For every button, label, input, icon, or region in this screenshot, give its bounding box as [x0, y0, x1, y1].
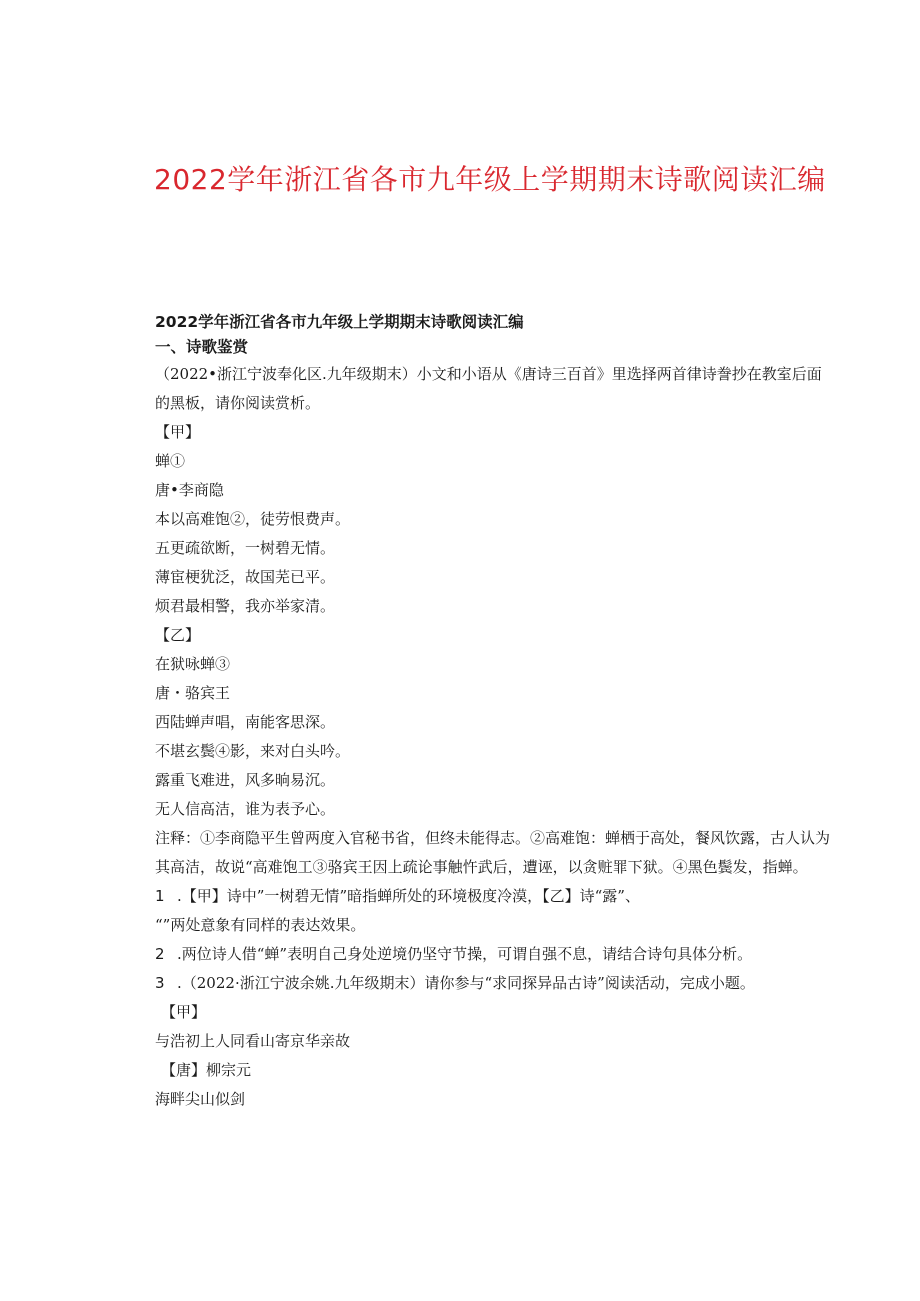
poem-b-label: 【乙】	[155, 626, 201, 644]
question-2	[155, 940, 835, 969]
question-text: .两位诗人借“蝉”表明自己身处逆境仍坚守节操，可谓自强不息，请结合诗句具体分析。	[177, 945, 753, 963]
question-3	[155, 969, 835, 998]
question-intro: （2022•浙江宁波奉化区.九年级期末）小文和小语从《唐诗三百首》里选择两首律诗誊抄在教室后面的黑板，请你阅读赏析。	[155, 365, 822, 412]
question-1-continued: “”两处意象有同样的表达效果。	[155, 916, 366, 934]
poem-a-title: 蝉①	[155, 452, 186, 470]
poem-b-line: 露重飞难进，风多晌易沉。	[155, 771, 336, 789]
poem-a-line: 烦君最相警，我亦举家清。	[155, 597, 336, 615]
question-number: 1	[155, 887, 165, 905]
poem-a-author: 唐•李商隐	[155, 481, 224, 499]
question-1	[155, 882, 835, 911]
question-number: 3	[155, 974, 165, 992]
poem-b-title: 在狱咏蝉③	[155, 655, 231, 673]
poem-b-line: 无人信高洁，谁为表予心。	[155, 800, 336, 818]
question-number: 2	[155, 945, 165, 963]
poem-c-title: 与浩初上人同看山寄京华亲故	[155, 1032, 351, 1050]
question-text: .（2022·浙江宁波余姚.九年级期末）请你参与“求同探异品古诗”阅读活动，完成小题。	[177, 974, 755, 992]
poem-b-line: 不堪玄鬓④影，来对白头吟。	[155, 742, 351, 760]
poem-a-line: 薄宦梗犹泛，故国芜已平。	[155, 568, 336, 586]
poem-b-author: 唐・骆宾王	[155, 684, 231, 702]
poem-b-line: 西陆蝉声唱，南能客思深。	[155, 713, 336, 731]
question-text: .【甲】诗中”一树碧无情”暗指蝉所处的环境极度冷漠，【乙】诗“露”、	[177, 887, 640, 905]
document-main-title: 2022学年浙江省各市九年级上学期期末诗歌阅读汇编	[154, 163, 826, 196]
section-heading: 一、诗歌鉴赏	[155, 338, 249, 356]
document-subtitle: 2022学年浙江省各市九年级上学期期末诗歌阅读汇编	[155, 313, 524, 331]
document-body	[155, 310, 835, 1114]
poem-a-label: 【甲】	[155, 423, 201, 441]
poem-a-line: 本以高难饱②，徒劳恨费声。	[155, 510, 351, 528]
poem-notes: 注释：①李商隐平生曾两度入官秘书省，但终未能得志。②高难饱：蝉栖于高处，餐风饮露，古人认为其高洁，故说“高难饱工③骆宾王因上疏论事触忤武后，遭诬，以贪赃罪下狱。④黑色鬓发，指蝉。	[155, 829, 831, 876]
poem-a-line: 五更疏欲断，一树碧无情。	[155, 539, 336, 557]
poem-c-label: 【甲】	[161, 1003, 207, 1021]
poem-c-author: 【唐】柳宗元	[161, 1061, 252, 1079]
poem-c-first-line: 海畔尖山似剑	[155, 1090, 246, 1108]
